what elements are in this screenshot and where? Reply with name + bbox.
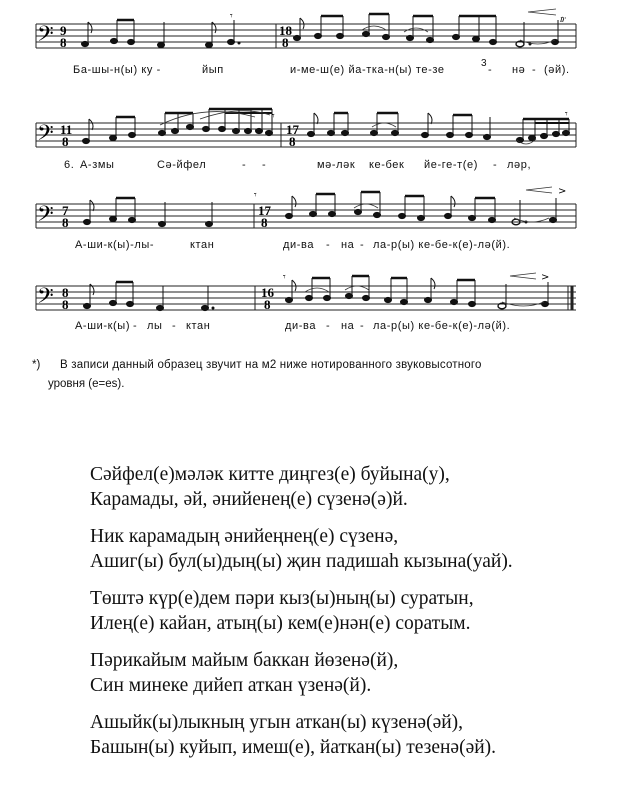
bass-clef-icon: 𝄢 [37, 121, 54, 151]
verse-line: Ник карамадың әнийеңнең(е) сүзенә, [90, 526, 399, 547]
lyric-syllable: - [360, 320, 365, 332]
time-sig-bottom: 8 [62, 134, 69, 149]
breath-mark-icon: 𝄾 [272, 111, 275, 122]
breath-mark-icon: 𝄾 [254, 190, 257, 201]
verse-line: Син минеке дийеп аткан үзенә(й). [90, 675, 372, 696]
verse-line: Ашыйк(ы)лыкның угын аткан(ы) күзенә(әй), [90, 712, 464, 733]
time-sig-top: 17 [258, 203, 271, 218]
lyric-syllable: лы [147, 320, 163, 332]
lyric-syllable: - [326, 320, 331, 332]
time-sig-top: 18 [279, 23, 292, 38]
time-sig-bottom: 8 [62, 215, 69, 230]
footnote [32, 356, 578, 394]
breath-mark-icon: 𝄾 [230, 11, 233, 22]
lyric-syllable: мә-ләк [317, 159, 356, 171]
time-sig-bottom: 8 [62, 297, 69, 312]
time-sig-top: 8 [62, 285, 69, 300]
music-system-3 [0, 182, 623, 262]
verse-line: Төштә күр(е)дем пәри кыз(ы)ның(ы) суратын, [90, 588, 474, 609]
bass-clef-icon: 𝄢 [37, 202, 54, 232]
lyric-syllable: ләр, [507, 159, 532, 171]
lyric-syllable: - [360, 239, 365, 251]
stanza [90, 710, 610, 760]
lyrics-line-3 [0, 239, 623, 257]
trill-icon: 𝆖 [560, 14, 566, 25]
lyric-syllable: ктан [190, 239, 215, 251]
lyric-syllable: и-ме-ш(е) йа-тка-н(ы) те-зе [290, 64, 445, 76]
lyric-syllable: - [326, 239, 331, 251]
lyric-syllable: А-ши-к(ы) [75, 320, 131, 332]
time-sig-bottom: 8 [289, 134, 296, 149]
time-sig-top: 9 [60, 23, 67, 38]
stanza [90, 524, 610, 574]
music-system-2 [0, 93, 623, 179]
footnote-mark: *) [32, 359, 41, 371]
lyric-syllable: Сә-йфел [157, 159, 207, 171]
footnote-line-1: В записи данный образец звучит на м2 ниже нотированного звуковысотного [60, 359, 482, 371]
lyric-syllable: нә [512, 64, 526, 76]
bass-clef-icon: 𝄢 [37, 22, 54, 52]
lyrics-line-2 [0, 159, 623, 177]
accent-icon: > [541, 272, 550, 283]
time-sig-top: 16 [261, 285, 274, 300]
lyric-syllable: - [488, 64, 493, 76]
lyric-syllable: на [341, 239, 355, 251]
lyric-syllable: ке-бек [369, 159, 405, 171]
verse-line: Илең(е) кайан, атың(ы) кем(е)нән(е) соратым. [90, 613, 471, 634]
lyric-syllable: - [242, 159, 247, 171]
lyric-syllable: (әй). [544, 64, 570, 76]
verse-line: Пәрикайым майым баккан йөзенә(й), [90, 650, 399, 671]
breath-mark-icon: 𝄾 [283, 272, 286, 283]
lyric-syllable: йып [202, 64, 224, 76]
time-sig-bottom: 8 [261, 215, 268, 230]
breath-mark-icon: 𝄾 [565, 109, 568, 120]
lyrics-line-1 [0, 58, 623, 82]
lyric-syllable: ктан [186, 320, 211, 332]
time-sig-bottom: 8 [264, 297, 271, 312]
tuplet-number: 3 [481, 58, 488, 69]
stanza [90, 586, 610, 636]
song-lyrics-text [90, 462, 610, 772]
lyric-syllable: - [172, 320, 177, 332]
lyrics-line-4 [0, 320, 623, 338]
lyric-syllable: - [262, 159, 267, 171]
lyric-syllable: - [532, 64, 537, 76]
lyric-syllable: А-змы [80, 159, 115, 171]
lyric-syllable: ди-ва [285, 320, 317, 332]
music-system-1 [0, 0, 623, 90]
lyric-syllable: ла-р(ы) ке-бе-к(е)-лә(й). [373, 239, 511, 251]
bass-clef-icon: 𝄢 [37, 284, 54, 314]
stanza [90, 648, 610, 698]
lyric-syllable: Ба-шы-н(ы) ку - [73, 64, 161, 76]
music-system-4 [0, 262, 623, 342]
time-sig-top: 17 [286, 122, 299, 137]
verse-line: Сәйфел(е)мәләк китте диңгез(е) буйына(у), [90, 464, 450, 485]
lyric-syllable: йе-ге-т(е) [424, 159, 478, 171]
time-sig-bottom: 8 [60, 35, 67, 50]
time-sig-top: 11 [60, 122, 73, 137]
lyric-syllable: - [493, 159, 498, 171]
lyric-syllable: - [133, 320, 138, 332]
lyric-syllable: А-ши-к(ы)-лы- [75, 239, 155, 251]
lyric-syllable: ди-ва [283, 239, 315, 251]
verse-line: Башын(ы) куйып, имеш(е), йаткан(ы) тезенә(әй). [90, 737, 497, 758]
stanza [90, 462, 610, 512]
verse-line: Ашиг(ы) бул(ы)дың(ы) җин падишаһ кызына(уай). [90, 551, 513, 572]
accent-icon: > [558, 186, 567, 197]
lyric-syllable: на [341, 320, 355, 332]
verse-number: 6. [64, 159, 75, 171]
time-sig-bottom: 8 [282, 35, 289, 50]
verse-line: Карамады, әй, әнийенең(е) сүзенә(ә)й. [90, 489, 408, 510]
time-sig-top: 7 [62, 203, 69, 218]
footnote-line-2: уровня (e=es). [48, 378, 125, 390]
lyric-syllable: ла-р(ы) ке-бе-к(е)-лә(й). [373, 320, 511, 332]
